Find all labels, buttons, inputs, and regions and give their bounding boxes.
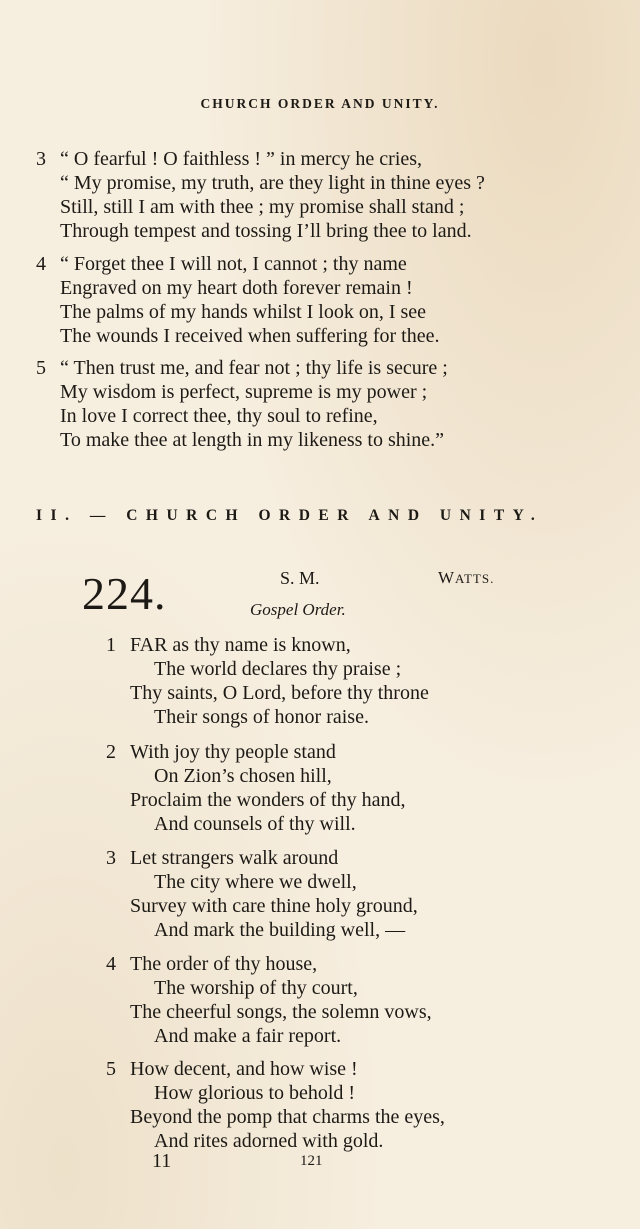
- verse-line: How glorious to behold !: [154, 1082, 356, 1104]
- verse-line: Proclaim the wonders of thy hand,: [130, 789, 406, 811]
- verse-line: “ Then trust me, and fear not ; thy life is secure ;: [60, 357, 448, 379]
- verse-line: The worship of thy court,: [154, 977, 358, 999]
- verse-line: On Zion’s chosen hill,: [154, 765, 332, 787]
- verse-line: The wounds I received when suffering for thee.: [60, 325, 440, 347]
- verse-line: Their songs of honor raise.: [154, 706, 369, 728]
- stanza-number: 1: [106, 634, 116, 656]
- verse-line: “ My promise, my truth, are they light in thine eyes ?: [60, 172, 485, 194]
- verse-line: The palms of my hands whilst I look on, I see: [60, 301, 427, 323]
- stanza-number: 5: [36, 357, 46, 379]
- page-number: 121: [300, 1153, 323, 1169]
- hymn-subtitle: Gospel Order.: [250, 600, 346, 619]
- verse-line: Engraved on my heart doth forever remain !: [60, 277, 413, 299]
- stanza-number: 3: [36, 148, 46, 170]
- signature-mark: 11: [152, 1150, 172, 1172]
- stanza-number: 5: [106, 1058, 116, 1080]
- verse-line: In love I correct thee, thy soul to refine,: [60, 405, 378, 427]
- verse-line: And counsels of thy will.: [154, 813, 356, 835]
- hymn-meter: S. M.: [280, 568, 320, 588]
- verse-line: Thy saints, O Lord, before thy throne: [130, 682, 429, 704]
- verse-line: My wisdom is perfect, supreme is my power ;: [60, 381, 428, 403]
- verse-line: Survey with care thine holy ground,: [130, 895, 418, 917]
- verse-line: “ O fearful ! O faithless ! ” in mercy he cries,: [60, 148, 423, 170]
- hymn-author: [438, 568, 494, 588]
- verse-line: Beyond the pomp that charms the eyes,: [130, 1106, 445, 1128]
- verse-line: With joy thy people stand: [130, 741, 336, 763]
- verse-line: The cheerful songs, the solemn vows,: [130, 1001, 432, 1023]
- verse-line: FAR as thy name is known,: [130, 634, 351, 656]
- stanza-number: 3: [106, 847, 116, 869]
- verse-line: The world declares thy praise ;: [154, 658, 402, 680]
- stanza-number: 4: [36, 253, 46, 275]
- hymn-number: 224.: [82, 568, 167, 619]
- verse-line: Through tempest and tossing I’ll bring thee to land.: [60, 220, 472, 242]
- verse-line: How decent, and how wise !: [130, 1058, 358, 1080]
- verse-line: And make a fair report.: [154, 1025, 342, 1047]
- verse-line: The order of thy house,: [130, 953, 318, 975]
- verse-line: The city where we dwell,: [154, 871, 357, 893]
- verse-line: And mark the building well, —: [154, 919, 406, 941]
- running-head: CHURCH ORDER AND UNITY.: [200, 96, 440, 111]
- section-heading: II. — CHURCH ORDER AND UNITY.: [36, 507, 544, 524]
- stanza-number: 2: [106, 741, 116, 763]
- verse-line: Let strangers walk around: [130, 847, 339, 869]
- author-rest: ATTS.: [455, 571, 495, 586]
- stanza-number: 4: [106, 953, 116, 975]
- verse-line: Still, still I am with thee ; my promise shall stand ;: [60, 196, 465, 218]
- author-initial: W: [438, 568, 456, 587]
- verse-line: And rites adorned with gold.: [154, 1130, 384, 1152]
- verse-line: “ Forget thee I will not, I cannot ; thy name: [60, 253, 407, 275]
- verse-line: To make thee at length in my likeness to shine.”: [60, 429, 445, 451]
